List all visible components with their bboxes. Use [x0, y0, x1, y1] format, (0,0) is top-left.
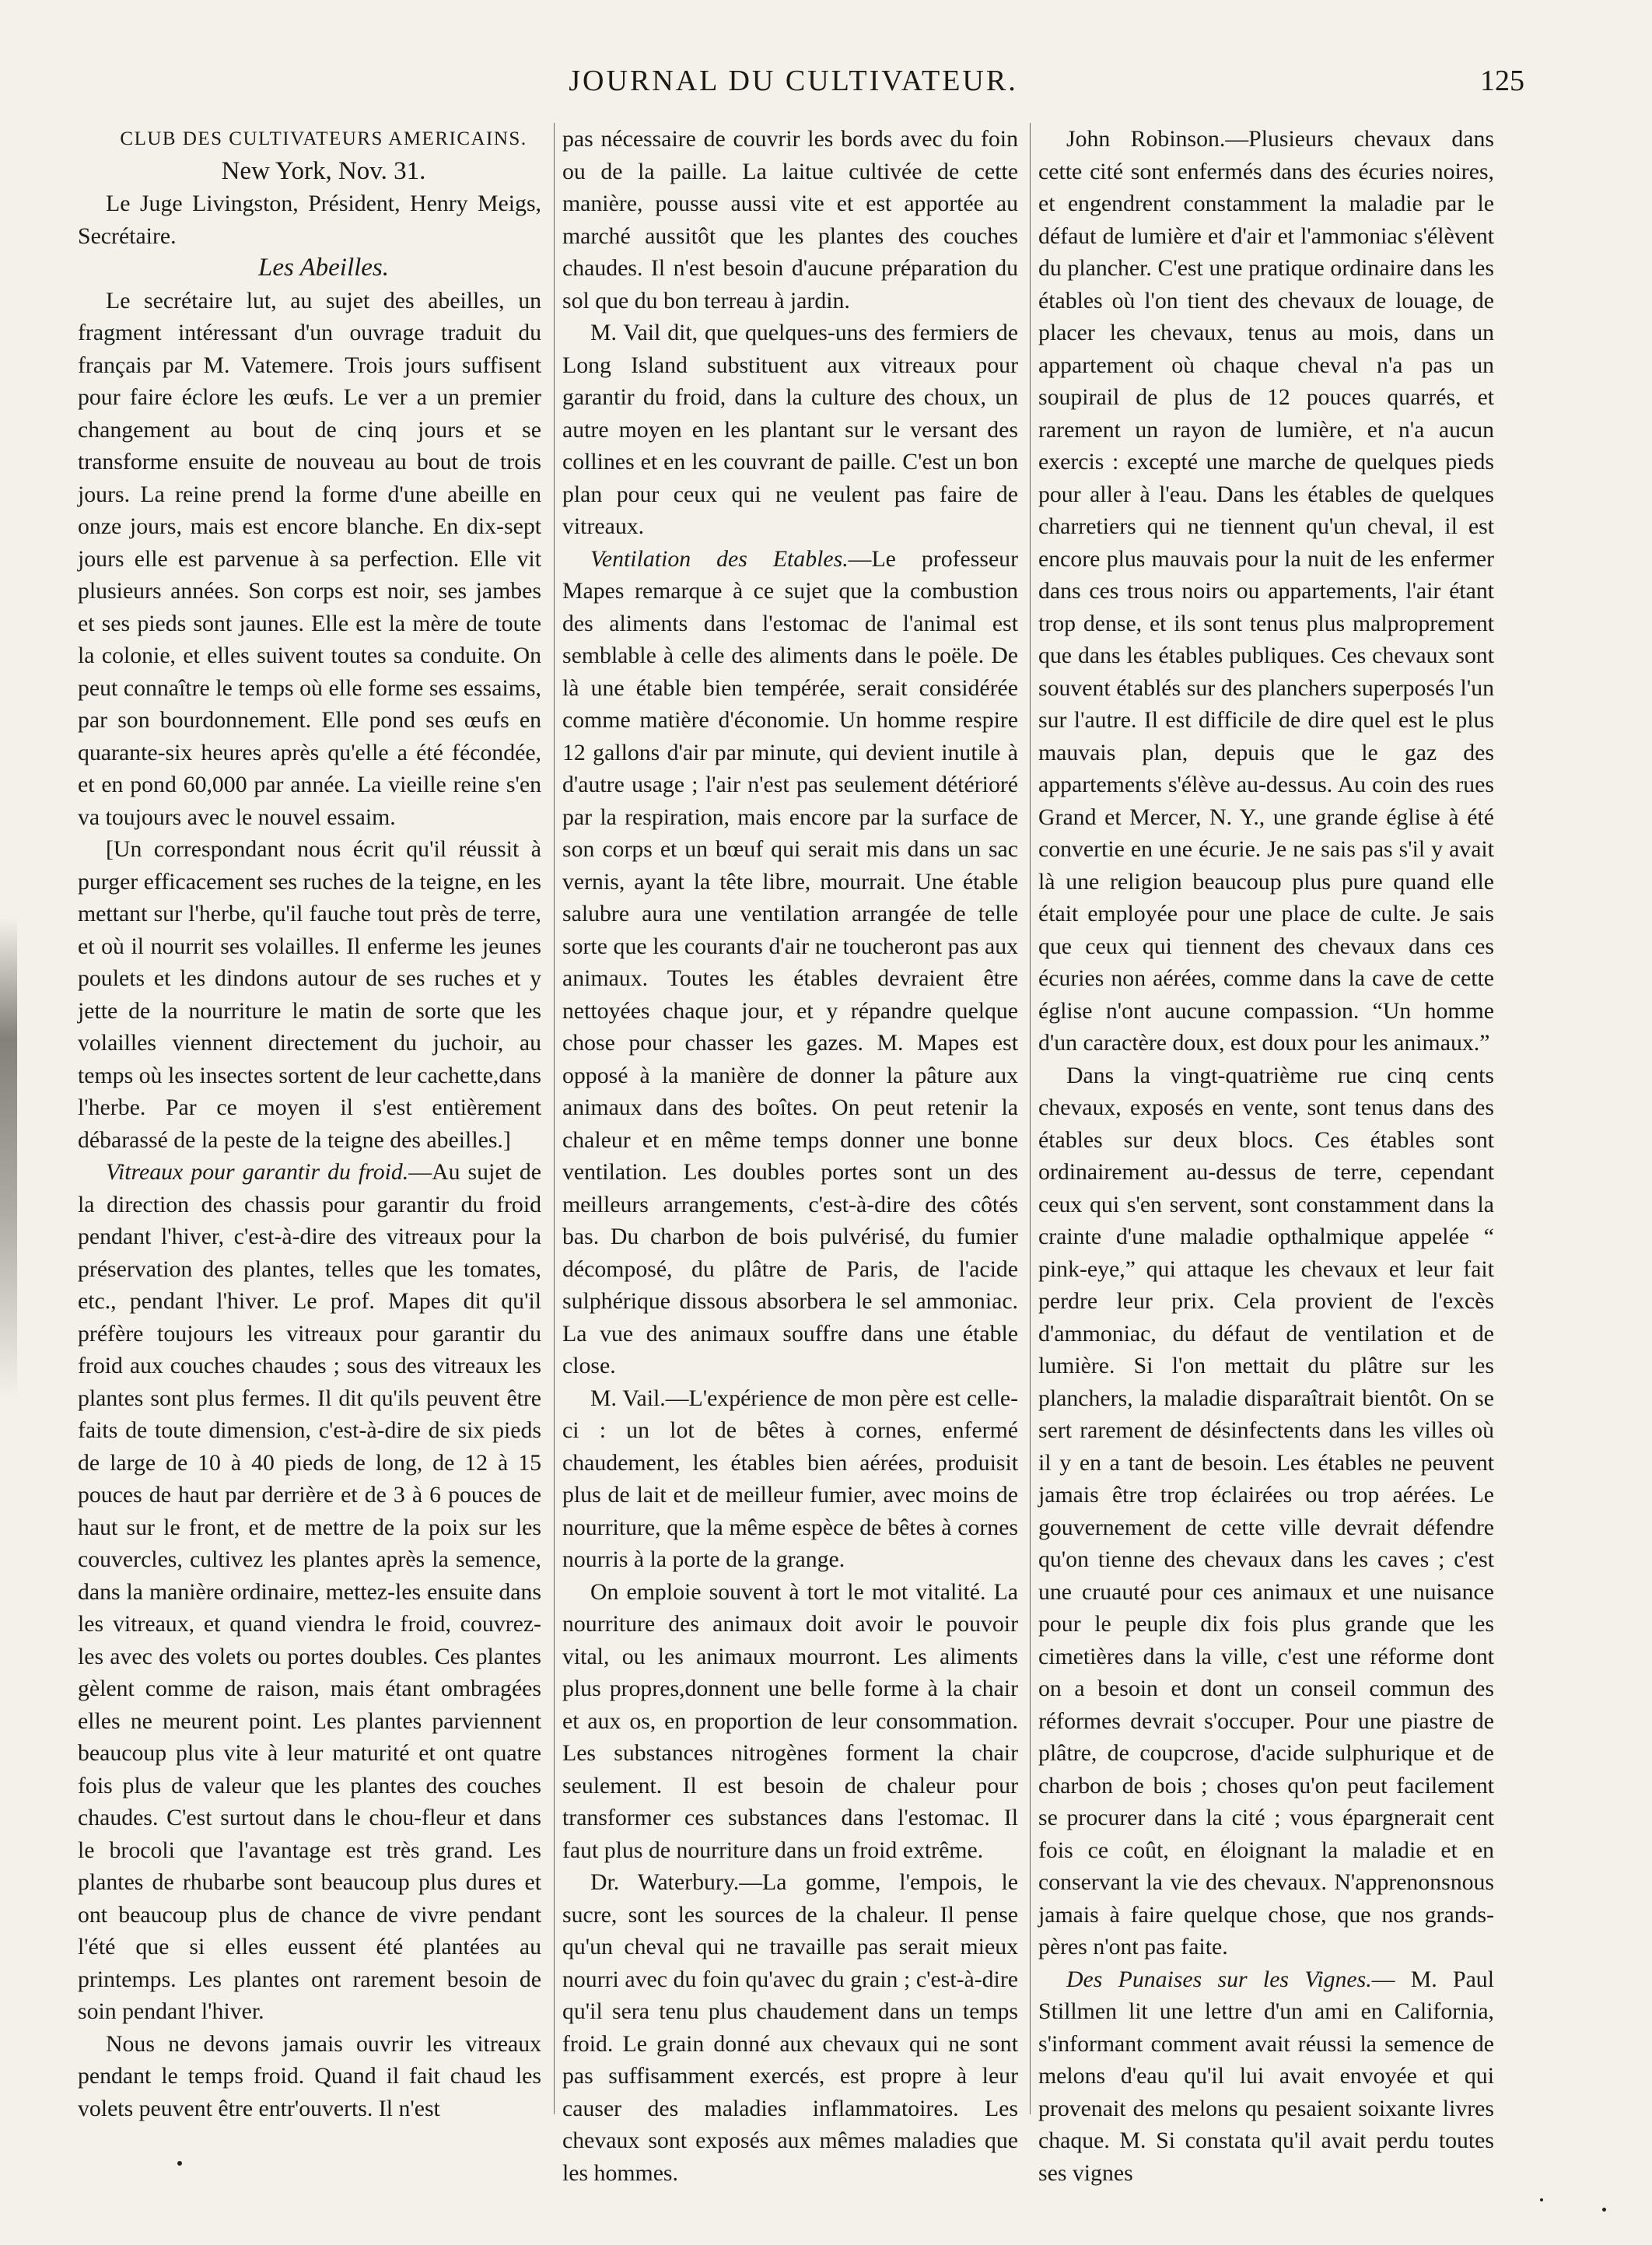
- ink-speck: [177, 2161, 182, 2166]
- paragraph-punaises: [1038, 1963, 1494, 2190]
- paragraph: pas nécessaire de couvrir les bords avec du foin ou de la paille. La laitue cultivée de cette manière, pousse aussi vite et est apportée au marché aussitôt que les plantes des couches chaudes. Il n'est besoin d'aucune préparation du sol que du bon terreau à jardin.: [562, 126, 1018, 313]
- paragraph: John Robinson.—Plusieurs chevaux dans cette cité sont enfermés dans des écuries noires, et engendrent constamment la maladie par le défaut de lumière et d'air et l'ammoniac s'élèvent du plancher. C'est une pratique ordinaire dans les étables où l'on tient des chevaux de louage, de placer les chevaux, tenus au mois, dans un appartement où chaque cheval n'a pas un soupirail de plus de 12 pouces quarrés, et rarement un rayon de lumière, et n'a aucun exercis : excepté une marche de quelques pieds pour aller à l'eau. Dans les étables de quelques charretiers qui ne tiennent qu'un cheval, il est encore plus mauvais pour la nuit de les enfermer dans ces trous noirs ou appartements, l'air étant trop dense, et ils sont tenus plus malproprement que dans les étables publiques. Ces chevaux sont souvent établés sur des planchers superposés l'un sur l'autre. Il est difficile de dire quel est le plus mauvais plan, depuis que le gaz des appartements s'élève au-dessus. Au coin des rues Grand et Mercer, N. Y., une grande église à été convertie en une écurie. Je ne sais pas s'il y avait là une religion beaucoup plus pure quand elle était employée pour une place de culte. Je sais que ceux qui tiennent des chevaux dans ces écuries non aérées, comme dans la cave de cette église n'ont aucune compassion. “Un homme d'un caractère doux, est doux pour les animaux.”: [1038, 126, 1494, 1056]
- paragraph: M. Vail.—L'expérience de mon père est celle-ci : un lot de bêtes à cornes, enfermé chaudement, les étables bien aérées, produisit plus de lait et de meilleur fumier, avec moins de nourriture, que la même espèce de bêtes à cornes nourris à la porte de la grange.: [562, 1385, 1018, 1572]
- paragraph: Dans la vingt-quatrième rue cinq cents chevaux, exposés en vente, sont tenus dans des étables sur deux blocs. Ces étables sont ordinairement au-dessus de terre, cependant ceux qui s'en servent, sont constamment dans la crainte d'une maladie opthalmique appelée “ pink-eye,” qui attaque les chevaux et leur fait perdre leur prix. Cela provient de l'excès d'ammoniac, du défaut de ventilation et de lumière. Si l'on mettait du plâtre sur les planchers, la maladie disparaîtrait bientôt. On se sert rarement de désinfectents dans les villes où il y en a tant de besoin. Les étables ne peuvent jamais être trop éclairées ou trop aérées. Le gouvernement de cette ville devrait défendre qu'on tienne des chevaux dans les caves ; c'est une cruauté pour ces animaux et une nuisance pour le peuple dix fois plus grande que les cimetières dans la ville, c'est une réforme dont on a besoin et dont un conseil commun des réformes devrait s'occuper. Pour une piastre de plâtre, de coupcrose, d'acide sulphurique et de charbon de bois ; choses qu'on peut facilement se procurer dans la cité ; vous épargnerait cent fois ce coût, en éloignant la maladie et en conservant la vie des chevaux. N'apprenonsnous jamais à faire quelque chose, que nos grands-pères n'ont pas faite.: [1038, 1062, 1494, 1960]
- dateline: New York, Nov. 31.: [221, 156, 426, 185]
- paragraph: Dr. Waterbury.—La gomme, l'empois, le sucre, sont les sources de la chaleur. Il pense qu'un cheval qui ne travaille pas serait mieux nourri avec du foin qu'avec du grain ; c'est-à-dire qu'il sera tenu plus chaudement dans un temps froid. Le grain donné aux chevaux qui ne sont pas suffisamment exercés, est propre à leur causer des maladies inflammatoires. Les chevaux sont exposés aux mêmes maladies que les hommes.: [562, 1869, 1018, 2186]
- ink-speck: [1540, 2198, 1543, 2201]
- paragraph: [Un correspondant nous écrit qu'il réussit à purger efficacement ses ruches de la teigne, en les mettant sur l'herbe, qu'il fauche tout près de terre, et où il nourrit ses volailles. Il enferme les jeunes poulets et les dindons autour de ses ruches et y jette de la nourriture le matin de sorte que les volailles viennent directement du juchoir, au temps où les insectes sortent de leur cachette,dans l'herbe. Par ce moyen il s'est entièrement débarassé de la peste de la teigne des abeilles.]: [78, 836, 541, 1153]
- officers-line: Le Juge Livingston, Président, Henry Meigs, Secrétaire.: [78, 191, 541, 249]
- page-header: [62, 64, 1524, 110]
- ink-speck: [1602, 2208, 1606, 2212]
- section-title-ventilation: Ventilation des Etables.: [590, 545, 849, 572]
- paragraph-ventilation: [562, 543, 1018, 1382]
- column-3: [1030, 123, 1494, 2186]
- paragraph: Le secrétaire lut, au sujet des abeilles, un fragment intéressant d'un ouvrage traduit du français par M. Vatemere. Trois jours suffisent pour faire éclore les œufs. Le ver a un premier changement au bout de cinq jours et se transforme ensuite de nouveau au bout de trois jours. La reine prend la forme d'une abeille en onze jours, mais est encore blanche. En dix-sept jours elle est parvenue à sa perfection. Elle vit plusieurs années. Son corps est noir, ses jambes et ses pieds sont jaunes. Elle est la mère de toute la colonie, et elles suivent toutes sa conduite. On peut connaître le temps où elle forme ses essaims, par son bourdonnement. Elle pond ses œufs en quarante-six heures après qu'elle a été fécondée, et en pond 60,000 par année. La vieille reine s'en va toujours avec le nouvel essaim.: [78, 287, 541, 830]
- running-head: JOURNAL DU CULTIVATEUR.: [569, 65, 1018, 97]
- club-heading: CLUB DES CULTIVATEURS AMERICAINS.: [120, 128, 527, 149]
- paragraph-vitreaux: [78, 1156, 541, 2028]
- paragraph-text: — M. Paul Stillmen lit une lettre d'un ami en California, s'informant comment avait réussi la semence de melons d'eau qu'il lui avait envoyée et qui provenait des melons qu pesaient soixante livres chaque. M. Si constata qu'il avait perdu toutes ses vignes: [1038, 1966, 1494, 2186]
- paragraph: M. Vail dit, que quelques-uns des fermiers de Long Island substituent aux vitreaux pour garantir du froid, dans la culture des choux, un autre moyen en les plantant sur le versant des collines et en les couvrant de paille. C'est un bon plan pour ceux qui ne veulent pas faire de vitreaux.: [562, 320, 1018, 539]
- page-edge-shadow: [0, 918, 17, 1400]
- column-2: [554, 123, 1019, 2186]
- column-1: [78, 123, 542, 2121]
- paragraph-text: —Le professeur Mapes remarque à ce sujet que la combustion des aliments dans l'estomac de l'animal est semblable à celle des aliments dans le poële. De là une étable bien tempérée, serait considérée comme matière d'économie. Un homme respire 12 gallons d'air par minute, qui devient inutile à d'autre usage ; l'air n'est pas seulement détérioré par la respiration, mais encore par la surface de son corps et un bœuf qui serait mis dans un sac vernis, ayant la tête libre, mourrait. Une étable salubre aura une ventilation arrangée de telle sorte que les courants d'air ne toucheront pas aux animaux. Toutes les étables devraient être nettoyées chaque jour, et y répandre quelque chose pour chasser les gazes. M. Mapes est opposé à la manière de donner la pâture aux animaux dans des boîtes. On peut retenir la chaleur et en même temps donner une bonne ventilation. Les doubles portes sont un des meilleurs arrangements, c'est-à-dire des côtés bas. Du charbon de bois pulvérisé, du fumier décomposé, du plâtre de Paris, de l'acide sulphérique dissous absorbera le sel ammoniac. La vue des animaux souffre dans une étable close.: [562, 545, 1019, 1378]
- text-columns: [78, 123, 1494, 2186]
- paragraph-text: —Au sujet de la direction des chassis pour garantir du froid pendant l'hiver, c'est-à-dire des vitreaux pour la préservation des plantes, telles que les tomates, etc., pendant l'hiver. Le prof. Mapes dit qu'il préfère toujours les vitreaux pour garantir du froid aux couches chaudes ; sous des vitreaux les plantes sont plus fermes. Il dit qu'ils peuvent être faits de toute dimension, c'est-à-dire de six pieds de large de 10 à 40 pieds de long, de 12 à 15 pouces de haut par derrière et de 3 à 6 pouces de haut sur le front, et de mettre de la poix sur les couvercles, cultivez les plantes après la semence, dans la manière ordinaire, mettez-les ensuite dans les vitreaux, et quand viendra le froid, couvrez-les avec des volets ou portes doubles. Ces plantes gèlent comme de raison, mais étant ombragées elles ne meurent point. Les plantes parviennent beaucoup plus vite à leur maturité et ont quatre fois plus de valeur que les plantes des couches chaudes. C'est surtout dans le chou-fleur et dans le brocoli que l'avantage est très grand. Les plantes de rhubarbe sont beaucoup plus dures et ont beaucoup plus de chance de vivre pendant l'été que si elles eussent été plantées au printemps. Les plantes ont rarement besoin de soin pendant l'hiver.: [78, 1159, 542, 2024]
- section-title-punaises: Des Punaises sur les Vignes.: [1066, 1966, 1372, 1992]
- section-title-abeilles: Les Abeilles.: [257, 254, 390, 282]
- page-number: 125: [1480, 65, 1524, 97]
- paragraph: On emploie souvent à tort le mot vitalité. La nourriture des animaux doit avoir le pouvoir vital, ou les animaux mourront. Les aliments plus propres,donnent une belle forme à la chair et aux os, en proportion de leur consommation. Les substances nitrogènes forment la chair seulement. Il est besoin de chaleur pour transformer ces substances dans l'estomac. Il faut plus de nourriture dans un froid extrême.: [562, 1578, 1018, 1863]
- paragraph: Nous ne devons jamais ouvrir les vitreaux pendant le temps froid. Quand il fait chaud les volets peuvent être entr'ouverts. Il n'est: [78, 2030, 541, 2121]
- section-title-vitreaux: Vitreaux pour garantir du froid.: [106, 1159, 409, 1185]
